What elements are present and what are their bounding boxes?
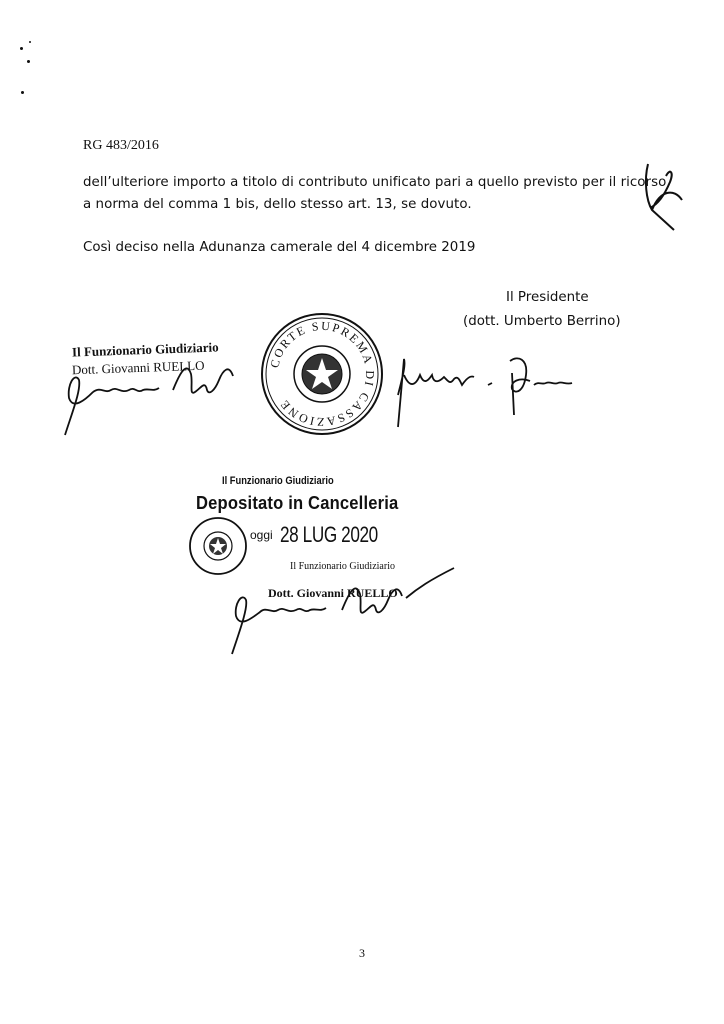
officer-signature-left [45,350,245,440]
scan-speck [29,41,31,43]
body-line-2: a norma del comma 1 bis, dello stesso art. 13, se dovuto. [83,197,472,212]
initials-mark [640,160,686,232]
scan-speck [21,91,24,94]
scan-speck [20,47,23,50]
deposit-date-prefix: oggi [250,528,273,542]
deposit-officer-line-2: Dott. Giovanni RUELLO [268,586,398,600]
scan-speck [27,60,30,63]
deposit-date: 28 LUG 2020 [280,522,378,547]
signature-name: (dott. Umberto Berrino) [463,314,621,329]
deposit-stamp-heading: Il Funzionario Giudiziario [222,475,334,487]
body-line-1: dell’ulteriore importo a titolo di contributo unificato pari a quello previsto per il ricorso, [83,175,671,190]
seal-text: CORTE SUPREMA DI CASSAZIONE [267,318,378,430]
decision-line: Così deciso nella Adunanza camerale del 4 dicembre 2019 [83,240,476,255]
deposit-stamp-title: Depositato in Cancelleria [196,493,399,513]
page-number: 3 [359,946,365,960]
signature-title: Il Presidente [506,290,589,305]
president-signature [388,345,588,435]
officer-signature-right [218,568,458,658]
case-number: RG 483/2016 [83,138,159,153]
deposit-seal [188,516,248,576]
court-seal [258,310,386,438]
left-stamp-line-1: Il Funzionario Giudiziario [71,339,219,360]
deposit-officer-line-1: Il Funzionario Giudiziario [290,561,395,572]
left-stamp-line-2: Dott. Giovanni RUELLO [71,357,205,378]
